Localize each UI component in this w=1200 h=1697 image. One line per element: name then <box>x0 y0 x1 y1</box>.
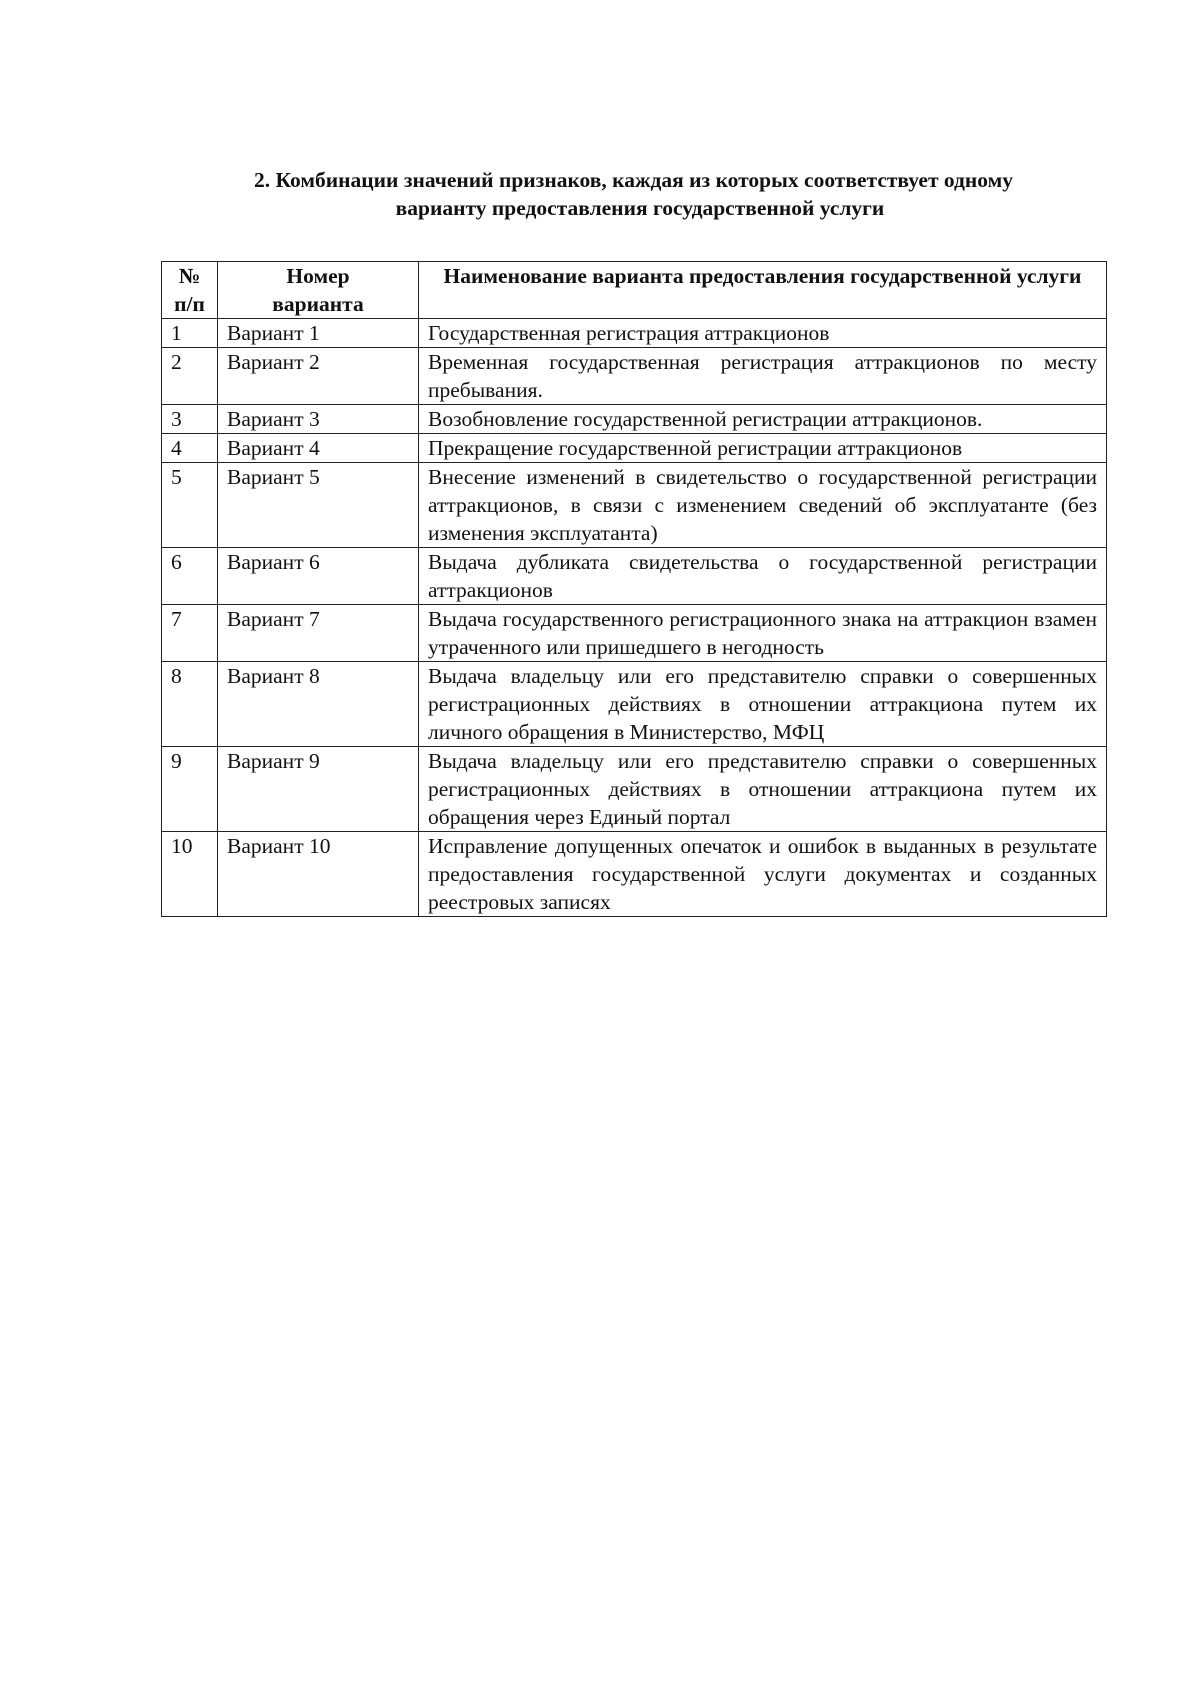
header-variant <box>218 262 419 319</box>
row-description-cell: Внесение изменений в свидетельство о государственной регистрации аттракционов, в связи с изменением сведений об эксплуатанте (без изменения эксплуатанта) <box>419 463 1107 548</box>
row-variant-cell: Вариант 5 <box>218 463 419 548</box>
row-variant-cell: Вариант 1 <box>218 319 419 348</box>
table-row <box>162 832 1107 917</box>
row-number-cell: 9 <box>162 747 218 832</box>
row-description-cell: Выдача владельцу или его представителю справки о совершенных регистрационных действиях в отношении аттракциона путем их обращения через Единый портал <box>419 747 1107 832</box>
row-number-cell: 6 <box>162 548 218 605</box>
table-row <box>162 434 1107 463</box>
table-row <box>162 605 1107 662</box>
row-number-cell: 7 <box>162 605 218 662</box>
table-row <box>162 548 1107 605</box>
row-description-cell: Прекращение государственной регистрации аттракционов <box>419 434 1107 463</box>
row-variant-cell: Вариант 10 <box>218 832 419 917</box>
header-row <box>162 262 1107 319</box>
variants-table <box>161 261 1107 917</box>
row-description-cell: Выдача дубликата свидетельства о государственной регистрации аттракционов <box>419 548 1107 605</box>
row-number-cell: 8 <box>162 662 218 747</box>
row-description-cell: Выдача владельцу или его представителю справки о совершенных регистрационных действиях в отношении аттракциона путем их личного обращения в Министерство, МФЦ <box>419 662 1107 747</box>
row-description-cell: Исправление допущенных опечаток и ошибок в выданных в результате предоставления государственной услуги документах и созданных реестровых записях <box>419 832 1107 917</box>
row-variant-cell: Вариант 4 <box>218 434 419 463</box>
row-description-cell: Временная государственная регистрация аттракционов по месту пребывания. <box>419 348 1107 405</box>
section-heading-line-2: варианту предоставления государственной услуги <box>395 196 885 220</box>
table-row <box>162 348 1107 405</box>
row-variant-cell: Вариант 6 <box>218 548 419 605</box>
row-number-cell: 5 <box>162 463 218 548</box>
row-number-cell: 3 <box>162 405 218 434</box>
row-number-cell: 4 <box>162 434 218 463</box>
table-row <box>162 405 1107 434</box>
row-description-cell: Возобновление государственной регистрации аттракционов. <box>419 405 1107 434</box>
row-description-cell: Государственная регистрация аттракционов <box>419 319 1107 348</box>
header-name: Наименование варианта предоставления государственной услуги <box>419 262 1107 319</box>
table-row <box>162 747 1107 832</box>
table-row <box>162 463 1107 548</box>
section-heading-line-1: 2. Комбинации значений признаков, каждая из которых соответствует одному <box>254 168 1014 192</box>
row-variant-cell: Вариант 3 <box>218 405 419 434</box>
table-row <box>162 662 1107 747</box>
section-heading <box>160 166 1120 222</box>
header-num-line-1: № <box>178 264 201 288</box>
table-row <box>162 319 1107 348</box>
row-variant-cell: Вариант 7 <box>218 605 419 662</box>
variants-table-header <box>162 262 1107 319</box>
header-variant-line-1: Номер <box>286 264 350 288</box>
row-variant-cell: Вариант 2 <box>218 348 419 405</box>
header-num <box>162 262 218 319</box>
row-variant-cell: Вариант 9 <box>218 747 419 832</box>
header-variant-line-2: варианта <box>272 292 364 316</box>
row-variant-cell: Вариант 8 <box>218 662 419 747</box>
row-number-cell: 1 <box>162 319 218 348</box>
row-number-cell: 10 <box>162 832 218 917</box>
variants-table-body <box>162 319 1107 917</box>
row-number-cell: 2 <box>162 348 218 405</box>
header-num-line-2: п/п <box>174 292 205 316</box>
row-description-cell: Выдача государственного регистрационного знака на аттракцион взамен утраченного или пришедшего в негодность <box>419 605 1107 662</box>
